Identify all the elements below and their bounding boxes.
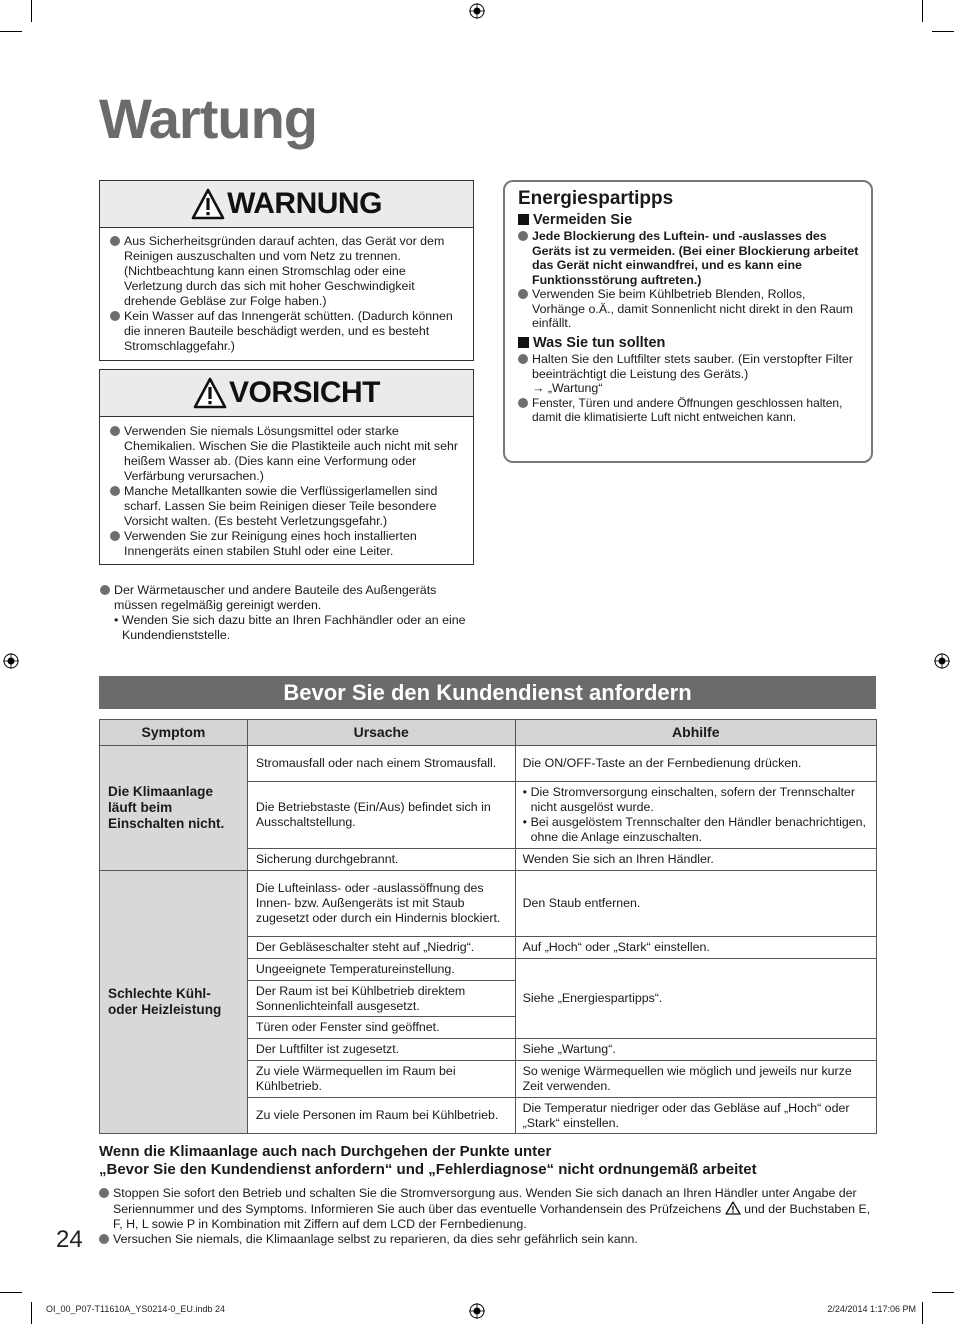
cause-cell: Türen oder Fenster sind geöffnet. (247, 1017, 515, 1039)
round-bullet-icon (518, 398, 528, 408)
square-bullet-icon (518, 337, 529, 348)
column-header: Symptom (100, 720, 248, 746)
cause-cell: Die Betriebstaste (Ein/Aus) befindet sich in Ausschaltstellung. (247, 782, 515, 849)
footer-timestamp: 2/24/2014 1:17:06 PM (827, 1304, 916, 1314)
round-bullet-icon (518, 231, 528, 241)
registration-mark-icon (934, 653, 950, 669)
table-row (100, 746, 877, 782)
remedy-cell: Den Staub entfernen. (515, 871, 876, 937)
list-item: Verwenden Sie niemals Lösungsmittel oder starke Chemikalien. Wischen Sie die Plastikteile auch nicht mit sehr heißem Wasser ab. (Dies kann eine Verformung oder Verfärbung verursachen.) (110, 424, 465, 484)
round-bullet-icon (110, 236, 120, 246)
list-item: Versuchen Sie niemals, die Klimaanlage selbst zu reparieren, da dies sehr gefährlich sein kann. (99, 1232, 876, 1247)
list-item: Verwenden Sie zur Reinigung eines hoch installierten Innengeräts einen stabilen Stuhl oder eine Leiter. (110, 529, 465, 559)
round-bullet-icon (110, 311, 120, 321)
persistent-problem-list (99, 1186, 876, 1247)
warning-header (100, 181, 473, 228)
symptom-cell: Schlechte Kühl- oder Heizleistung (100, 871, 248, 1134)
list-item: Aus Sicherheitsgründen darauf achten, das Gerät vor dem Reinigen auszuschalten und vom Netz zu trennen. (Nichtbeachtung kann einen Stromschlag oder eine Verletzung durch das sich mit hoher Geschwindigkeit drehende Gebläse zur Folge haben.) (110, 234, 465, 309)
troubleshooting-table (99, 719, 877, 1134)
crop-mark (0, 31, 22, 32)
remedy-cell: So wenige Wärmequellen wie möglich und jeweils nur kurze Zeit verwenden. (515, 1061, 876, 1098)
list-item: Halten Sie den Luftfilter stets sauber. (Ein verstopfter Filter beeinträchtigt die Leistung des Geräts.) → „Wartung“ (518, 352, 859, 396)
round-bullet-icon (99, 1188, 109, 1198)
remedy-cell: Die Temperatur niedriger oder das Gebläse auf „Hoch“ oder „Stark“ einstellen. (515, 1098, 876, 1134)
section-banner: Bevor Sie den Kundendienst anfordern (99, 676, 876, 709)
remedy-cell: Auf „Hoch“ oder „Stark“ einstellen. (515, 937, 876, 959)
remedy-cell: Siehe „Energiespartipps“. (515, 959, 876, 1039)
symptom-cell: Die Klimaanlage läuft beim Einschalten nicht. (100, 746, 248, 871)
column-header: Abhilfe (515, 720, 876, 746)
crop-mark (932, 1292, 954, 1293)
warning-triangle-icon (193, 377, 227, 409)
crop-mark (922, 1302, 923, 1324)
round-bullet-icon (100, 585, 110, 595)
remedy-cell: • Die Stromversorgung einschalten, sofern der Trennschalter nicht ausgelöst wurde. • Bei ausgelöstem Trennschalter den Händler benachrichtigen, ohne die Anlage einzuschalten. (515, 782, 876, 849)
remedy-cell: Die ON/OFF-Taste an der Fernbedienung drücken. (515, 746, 876, 782)
avoid-heading: Vermeiden Sie (518, 213, 859, 228)
remedy-cell: Siehe „Wartung“. (515, 1039, 876, 1061)
cause-cell: Zu viele Personen im Raum bei Kühlbetrieb. (247, 1098, 515, 1134)
list-item: Fenster, Türen und andere Öffnungen geschlossen halten, damit die klimatisierte Luft nicht entweichen kann. (518, 396, 859, 425)
round-bullet-icon (110, 426, 120, 436)
cause-cell: Die Lufteinlass- oder -auslassöffnung des Innen- bzw. Außengeräts ist mit Staub zugesetzt oder durch ein Hindernis blockiert. (247, 871, 515, 937)
crop-mark (932, 31, 954, 32)
cause-cell: Sicherung durchgebrannt. (247, 849, 515, 871)
registration-mark-icon (3, 653, 19, 669)
table-header-row (100, 720, 877, 746)
warning-triangle-icon (191, 188, 225, 220)
warning-box (99, 180, 474, 361)
cause-cell: Zu viele Wärmequellen im Raum bei Kühlbetrieb. (247, 1061, 515, 1098)
cause-cell: Der Gebläseschalter steht auf „Niedrig“. (247, 937, 515, 959)
page-number: 24 (56, 1226, 83, 1253)
crop-mark (31, 0, 32, 22)
energy-tips-title: Energiespartipps (518, 188, 674, 209)
cause-cell: Ungeeignete Temperatureinstellung. (247, 959, 515, 981)
caution-body (100, 417, 473, 564)
warning-triangle-icon (725, 1201, 741, 1215)
wartung-reference: → „Wartung“ (532, 381, 603, 395)
column-header: Ursache (247, 720, 515, 746)
footer-file-info: OI_00_P07-T11610A_YS0214-0_EU.indb 24 (46, 1304, 225, 1314)
list-item: Kein Wasser auf das Innengerät schütten. (Dadurch können die inneren Bauteile beschädigt werden, und es besteht Stromschlaggefahr.) (110, 309, 465, 354)
round-bullet-icon (110, 486, 120, 496)
remedy-cell: Wenden Sie sich an Ihren Händler. (515, 849, 876, 871)
table-row (100, 871, 877, 937)
list-item: Manche Metallkanten sowie die Verflüssigerlamellen sind scharf. Lassen Sie beim Reinigen dieser Teile besondere Vorsicht walten. (Es besteht Verletzungsgefahr.) (110, 484, 465, 529)
page-title: Wartung (99, 87, 317, 150)
warning-body (100, 228, 473, 360)
list-item: Verwenden Sie beim Kühlbetrieb Blenden, Rollos, Vorhänge o.Ä., damit Sonnenlicht nicht direkt in den Raum einfällt. (518, 287, 859, 331)
cause-cell: Der Luftfilter ist zugesetzt. (247, 1039, 515, 1061)
cause-cell: Der Raum ist bei Kühlbetrieb direktem Sonnenlichteinfall ausgesetzt. (247, 981, 515, 1017)
todo-heading: Was Sie tun sollten (518, 336, 859, 351)
warning-title: WARNUNG (227, 187, 382, 220)
caution-title: VORSICHT (228, 376, 380, 409)
crop-mark (31, 1302, 32, 1324)
crop-mark (0, 1292, 22, 1293)
list-item: Jede Blockierung des Luftein- und -auslasses des Geräts ist zu vermeiden. (Bei einer Blockierung arbeitet das Gerät nicht einwandfrei, und es kann eine Funktionsstörung auftreten.) (518, 229, 859, 287)
list-item: Stoppen Sie sofort den Betrieb und schalten Sie die Stromversorgung aus. Wenden Sie sich danach an Ihren Händler unter Angabe der Seriennummer und des Symptoms. Informieren Sie auch über das eventuelle Vorhandensein des Prüfzeichens und der Buchstaben E, F, H, L sowie P in Kombination mit Ziffern auf dem LCD der Fernbedienung. (99, 1186, 876, 1232)
persistent-problem-heading: Wenn die Klimaanlage auch nach Durchgehen der Punkte unter „Bevor Sie den Kundendienst anfordern“ und „Fehlerdiagnose“ nicht ordnungemäß arbeitet (99, 1143, 757, 1178)
energy-tips-box (503, 180, 873, 463)
square-bullet-icon (518, 214, 529, 225)
round-bullet-icon (518, 354, 528, 364)
crop-mark (922, 0, 923, 22)
round-bullet-icon (518, 289, 528, 299)
round-bullet-icon (110, 531, 120, 541)
outdoor-cleaning-note: Der Wärmetauscher und andere Bauteile des Außengeräts müssen regelmäßig gereinigt werden. • Wenden Sie sich dazu bitte an Ihren Fachhändler oder an eine Kundendienststelle. (100, 583, 472, 643)
round-bullet-icon (99, 1234, 109, 1244)
caution-box (99, 369, 474, 565)
cause-cell: Stromausfall oder nach einem Stromausfall. (247, 746, 515, 782)
caution-header (100, 370, 473, 417)
registration-mark-icon (469, 1303, 485, 1319)
registration-mark-icon (469, 3, 485, 19)
